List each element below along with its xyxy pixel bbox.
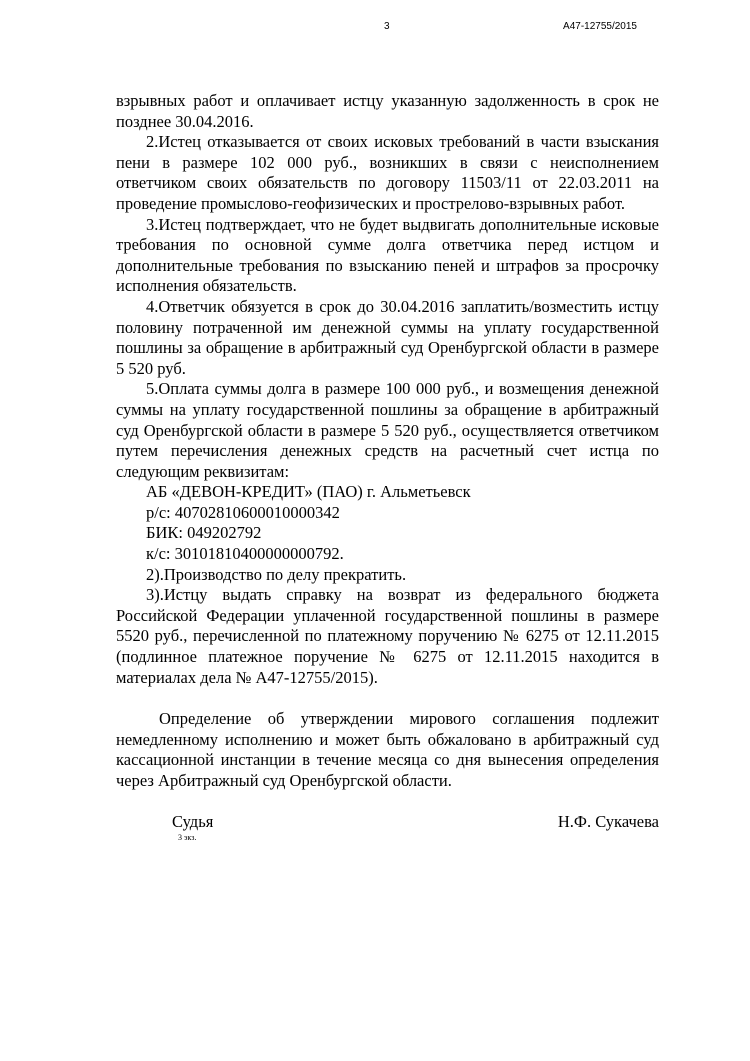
judge-title: Судья — [172, 811, 214, 831]
signature-block — [116, 812, 659, 852]
document-body — [116, 91, 659, 852]
bank-account: р/с: 40702810600010000342 — [146, 502, 340, 522]
bank-corr-account: к/с: 30101810400000000792. — [146, 544, 344, 564]
judge-name: Н.Ф. Сукачева — [557, 811, 659, 831]
bank-bik: БИК: 049202792 — [146, 523, 262, 543]
closing-paragraph: Определение об утверждении мирового соглашения подлежит немедленному исполнению и может быть обжаловано в арбитражный суд кассационной инстанции в течение месяца со дня вынесения определения через Арбитражный суд Оренбургской области. — [116, 709, 659, 790]
paragraph-3: 3.Истец подтверждает, что не будет выдвигать дополнительные исковые требования по основной сумме долга ответчика перед истцом и дополнительные требования по взысканию пеней и штрафов за просрочку исполнения обязательств. — [116, 214, 659, 296]
case-number: А47-12755/2015 — [563, 21, 637, 32]
page-number: 3 — [384, 21, 390, 32]
paragraph-4: 4.Ответчик обязуется в срок до 30.04.2016 заплатить/возместить истцу половину потраченной им денежной суммы на уплату государственной пошлины за обращение в арбитражный суд Оренбургской области в размере 5 520 руб. — [116, 296, 659, 378]
paragraph-2: 2.Истец отказывается от своих исковых требований в части взыскания пени в размере 102 000 руб., возникших в связи с неисполнением ответчиком своих обязательств по договору 11503/11 от 22.03.2011 на проведение промыслово-геофизических и прострелово-взрывных работ. — [116, 132, 659, 213]
spacer — [116, 688, 659, 709]
bank-name: АБ «ДЕВОН-КРЕДИТ» (ПАО) г. Альметьевск — [146, 482, 471, 502]
decision-2: 2).Производство по делу прекратить. — [146, 564, 407, 584]
paragraph-5: 5.Оплата суммы долга в размере 100 000 руб., и возмещения денежной суммы на уплату государственной пошлины за обращение в арбитражный суд Оренбургской области в размере 5 520 руб., осуществляется ответчиком путем перечисления денежных средств на расчетный счет истца по следующим реквизитам: — [116, 379, 659, 481]
decision-3: 3).Истцу выдать справку на возврат из федерального бюджета Российской Федерации уплаченной государственной пошлины в размере 5520 руб., перечисленной по платежному поручению № 6275 от 12.11.2015 (подлинное платежное поручение № 6275 от 12.11.2015 находится в материалах дела № А47-12755/2015). — [116, 585, 659, 687]
paragraph-continuation: взрывных работ и оплачивает истцу указанную задолженность в срок не позднее 30.04.2016. — [116, 91, 659, 131]
copies-note: 3 экз. — [178, 832, 197, 842]
